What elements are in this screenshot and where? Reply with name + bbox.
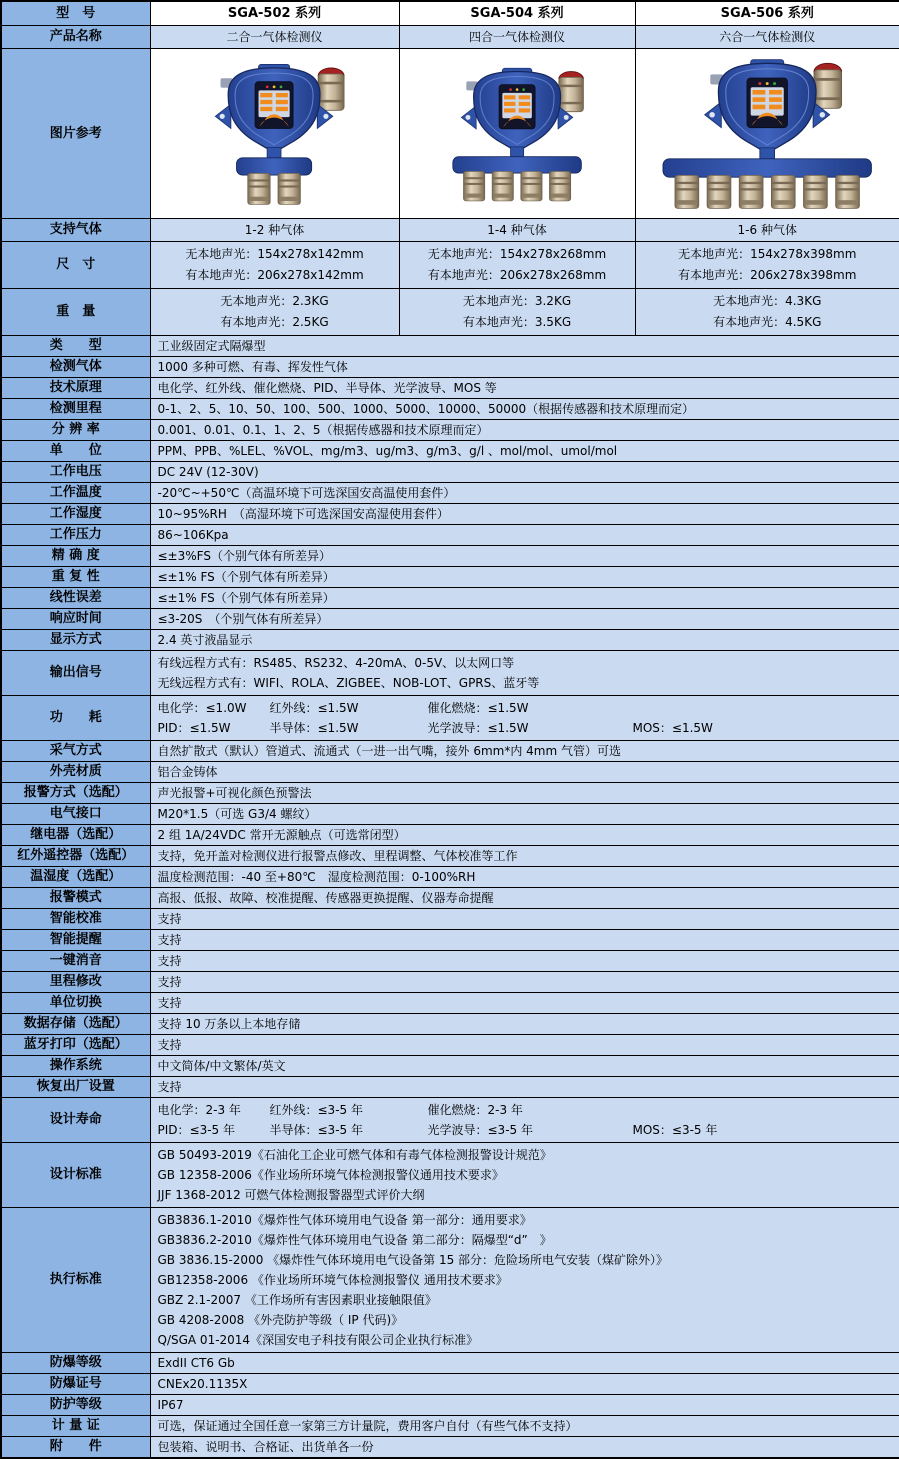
technology-line: 电化学、红外线、催化燃烧、PID、半导体、光学波导、MOS 等: [157, 381, 497, 395]
smart-calibration-value: [150, 909, 899, 930]
power-consumption-segment: PID：≤1.5W: [157, 721, 231, 735]
explosion-proof-grade-line: ExdII CT6 Gb: [157, 1356, 235, 1370]
smart-reminder-line: 支持: [157, 933, 182, 947]
row-unit-switching: [1, 993, 899, 1014]
alarm-method-value: [150, 783, 899, 804]
linearity-error-value: [150, 588, 899, 609]
design-standards-line: GB 12358-2006《作业场所环境气体检测报警仪通用技术要求》: [157, 1168, 504, 1182]
row-type: [1, 336, 899, 357]
technology-value: [150, 378, 899, 399]
power-consumption-segment: 催化燃烧：≤1.5W: [427, 701, 529, 715]
smart-reminder-value: [150, 930, 899, 951]
supported-gases-value-2: 1-6 种气体: [635, 219, 899, 242]
alarm-modes-value: [150, 888, 899, 909]
row-alarm-modes: [1, 888, 899, 909]
row-label-repeatability: 重 复 性: [1, 567, 150, 588]
design-standards-line: JJF 1368-2012 可燃气体检测报警器型式评价大纲: [157, 1188, 425, 1202]
design-life-segment: 催化燃烧：2-3 年: [427, 1103, 523, 1117]
row-label-accessories: 附 件: [1, 1437, 150, 1459]
row-label-alarm-modes: 报警模式: [1, 888, 150, 909]
row-label-executive-standards: 执行标准: [1, 1208, 150, 1353]
ir-remote-value: [150, 846, 899, 867]
row-working-humidity: [1, 504, 899, 525]
weight-value-0: [150, 289, 399, 336]
row-technology: [1, 378, 899, 399]
electrical-interface-line: M20*1.5（可选 G3/4 螺纹）: [157, 807, 317, 821]
row-label-sampling-method: 采气方式: [1, 741, 150, 762]
power-consumption-segment: MOS：≤1.5W: [632, 721, 713, 735]
row-range: [1, 399, 899, 420]
dimensions-line: 有本地声光：206x278x142mm: [185, 268, 364, 282]
row-alarm-method: [1, 783, 899, 804]
data-storage-value: [150, 1014, 899, 1035]
row-electrical-interface: [1, 804, 899, 825]
row-label-product-name: 产品名称: [1, 26, 150, 49]
output-signal-value: [150, 651, 899, 696]
working-voltage-line: DC 24V (12-30V): [157, 465, 259, 479]
row-label-display: 显示方式: [1, 630, 150, 651]
explosion-proof-cert-value: [150, 1374, 899, 1395]
working-temperature-line: -20℃~+50℃（高温环境下可选深国安高温使用套件）: [157, 486, 456, 500]
row-label-resolution: 分 辨 率: [1, 420, 150, 441]
row-explosion-proof-grade: [1, 1353, 899, 1374]
working-humidity-value: [150, 504, 899, 525]
row-power-consumption: [1, 696, 899, 741]
type-value: [150, 336, 899, 357]
model-series-2: SGA-506 系列: [635, 1, 899, 26]
repeatability-value: [150, 567, 899, 588]
design-life-segment: 红外线：≤3-5 年: [269, 1103, 363, 1117]
design-standards-value: [150, 1143, 899, 1208]
weight-line: 有本地声光：2.5KG: [220, 315, 329, 329]
sga-502-detector-image: [150, 49, 399, 219]
sampling-method-value: [150, 741, 899, 762]
bluetooth-printing-line: 支持: [157, 1038, 182, 1052]
supported-gases-value-1: 1-4 种气体: [399, 219, 635, 242]
executive-standards-line: GB 4208-2008 《外壳防护等级（ IP 代码)》: [157, 1313, 404, 1327]
row-label-operating-system: 操作系统: [1, 1056, 150, 1077]
working-temperature-value: [150, 483, 899, 504]
design-standards-line: GB 50493-2019《石油化工企业可燃气体和有毒气体检测报警设计规范》: [157, 1148, 552, 1162]
row-working-voltage: [1, 462, 899, 483]
row-design-standards: [1, 1143, 899, 1208]
bluetooth-printing-value: [150, 1035, 899, 1056]
row-label-detected-gases: 检测气体: [1, 357, 150, 378]
row-data-storage: [1, 1014, 899, 1035]
power-consumption-segment: 光学波导：≤1.5W: [427, 721, 529, 735]
row-label-design-standards: 设计标准: [1, 1143, 150, 1208]
row-label-supported-gases: 支持气体: [1, 219, 150, 242]
accuracy-line: ≤±3%FS（个别气体有所差异）: [157, 549, 331, 563]
weight-line: 无本地声光：2.3KG: [220, 294, 329, 308]
working-pressure-value: [150, 525, 899, 546]
design-life-segment: MOS：≤3-5 年: [632, 1123, 718, 1137]
row-label-one-key-mute: 一键消音: [1, 951, 150, 972]
row-label-working-voltage: 工作电压: [1, 462, 150, 483]
row-label-working-temperature: 工作温度: [1, 483, 150, 504]
dimensions-line: 有本地声光：206x278x268mm: [427, 268, 607, 282]
detected-gases-value: [150, 357, 899, 378]
power-consumption-segment: 电化学：≤1.0W: [157, 701, 247, 715]
row-label-smart-calibration: 智能校准: [1, 909, 150, 930]
design-life-segment: 电化学：2-3 年: [157, 1103, 241, 1117]
working-voltage-value: [150, 462, 899, 483]
sga-504-detector-image: [399, 49, 635, 219]
resolution-value: [150, 420, 899, 441]
row-label-electrical-interface: 电气接口: [1, 804, 150, 825]
row-label-ip-rating: 防护等级: [1, 1395, 150, 1416]
row-factory-reset: [1, 1077, 899, 1098]
row-response-time: [1, 609, 899, 630]
product-name-value-1: 四合一气体检测仪: [399, 26, 635, 49]
ip-rating-line: IP67: [157, 1398, 184, 1412]
metrology-cert-line: 可选，保证通过全国任意一家第三方计量院，费用客户自付（有些气体不支持）: [157, 1419, 578, 1433]
row-label-units: 单 位: [1, 441, 150, 462]
weight-line: 无本地声光：3.2KG: [462, 294, 572, 308]
row-label-metrology-cert: 计 量 证: [1, 1416, 150, 1437]
electrical-interface-value: [150, 804, 899, 825]
type-line: 工业级固定式隔爆型: [157, 339, 266, 353]
row-model: [1, 1, 899, 26]
row-label-explosion-proof-grade: 防爆等级: [1, 1353, 150, 1374]
power-consumption-segment: 红外线：≤1.5W: [269, 701, 359, 715]
unit-switching-line: 支持: [157, 996, 182, 1010]
supported-gases-value-0: 1-2 种气体: [150, 219, 399, 242]
row-temp-humidity: [1, 867, 899, 888]
spec-table-body: [1, 1, 899, 1458]
linearity-error-line: ≤±1% FS（个别气体有所差异）: [157, 591, 335, 605]
row-image-reference: [1, 49, 899, 219]
row-output-signal: [1, 651, 899, 696]
output-signal-line: 有线远程方式有：RS485、RS232、4-20mA、0-5V、以太网口等: [157, 656, 515, 670]
row-product-name: [1, 26, 899, 49]
row-repeatability: [1, 567, 899, 588]
sga-506-detector-image: [635, 49, 899, 219]
sampling-method-line: 自然扩散式（默认）管道式、流通式（一进一出气嘴，接外 6mm*内 4mm 气管）可选: [157, 744, 621, 758]
row-ir-remote: [1, 846, 899, 867]
row-label-range-modification: 里程修改: [1, 972, 150, 993]
design-life-value: [150, 1098, 899, 1143]
accessories-line: 包装箱、说明书、合格证、出货单各一份: [157, 1440, 374, 1454]
row-sampling-method: [1, 741, 899, 762]
weight-value-1: [399, 289, 635, 336]
design-life-line: [158, 1120, 896, 1140]
design-life-segment: PID：≤3-5 年: [157, 1123, 235, 1137]
repeatability-line: ≤±1% FS（个别气体有所差异）: [157, 570, 335, 584]
output-signal-line: 无线远程方式有：WIFI、ROLA、ZIGBEE、NOB-LOT、GPRS、蓝牙等: [157, 676, 540, 690]
executive-standards-line: GBZ 2.1-2007 《工作场所有害因素职业接触限值》: [157, 1293, 437, 1307]
dimensions-line: 无本地声光：154x278x142mm: [185, 247, 364, 261]
executive-standards-value: [150, 1208, 899, 1353]
dimensions-value-0: [150, 242, 399, 289]
row-linearity-error: [1, 588, 899, 609]
row-units: [1, 441, 899, 462]
resolution-line: 0.001、0.01、0.1、1、2、5（根据传感器和技术原理而定）: [157, 423, 489, 437]
executive-standards-line: GB3836.2-2010《爆炸性气体环境用电气设备 第二部分：隔爆型“d” 》: [157, 1233, 552, 1247]
model-series-0: SGA-502 系列: [150, 1, 399, 26]
row-weight: [1, 289, 899, 336]
executive-standards-line: GB3836.1-2010《爆炸性气体环境用电气设备 第一部分：通用要求》: [157, 1213, 532, 1227]
response-time-line: ≤3-20S （个别气体有所差异）: [157, 612, 329, 626]
one-key-mute-line: 支持: [157, 954, 182, 968]
row-label-type: 类 型: [1, 336, 150, 357]
accuracy-value: [150, 546, 899, 567]
row-label-bluetooth-printing: 蓝牙打印（选配）: [1, 1035, 150, 1056]
weight-line: 有本地声光：4.5KG: [713, 315, 822, 329]
units-value: [150, 441, 899, 462]
working-pressure-line: 86~106Kpa: [157, 528, 229, 542]
dimensions-line: 有本地声光：206x278x398mm: [678, 268, 857, 282]
data-storage-line: 支持 10 万条以上本地存储: [157, 1017, 301, 1031]
row-label-model: 型 号: [1, 1, 150, 26]
row-label-range: 检测里程: [1, 399, 150, 420]
range-line: 0-1、2、5、10、50、100、500、1000、5000、10000、50000（根据传感器和技术原理而定）: [157, 402, 695, 416]
row-metrology-cert: [1, 1416, 899, 1437]
power-consumption-segment: 半导体：≤1.5W: [269, 721, 359, 735]
design-life-segment: 半导体：≤3-5 年: [269, 1123, 363, 1137]
accessories-value: [150, 1437, 899, 1459]
row-label-smart-reminder: 智能提醒: [1, 930, 150, 951]
weight-value-2: [635, 289, 899, 336]
row-label-unit-switching: 单位切换: [1, 993, 150, 1014]
row-design-life: [1, 1098, 899, 1143]
row-supported-gases: [1, 219, 899, 242]
row-label-design-life: 设计寿命: [1, 1098, 150, 1143]
operating-system-line: 中文简体/中文繁体/英文: [157, 1059, 286, 1073]
relay-line: 2 组 1A/24VDC 常开无源触点（可选常闭型）: [157, 828, 406, 842]
power-consumption-line: [158, 698, 896, 718]
design-life-line: [158, 1100, 896, 1120]
row-label-accuracy: 精 确 度: [1, 546, 150, 567]
units-line: PPM、PPB、%LEL、%VOL、mg/m3、ug/m3、g/m3、g/l 、mol/mol、umol/mol: [157, 444, 618, 458]
metrology-cert-value: [150, 1416, 899, 1437]
smart-calibration-line: 支持: [157, 912, 182, 926]
row-label-image-reference: 图片参考: [1, 49, 150, 219]
row-label-dimensions: 尺 寸: [1, 242, 150, 289]
dimensions-value-1: [399, 242, 635, 289]
row-label-relay: 继电器（选配）: [1, 825, 150, 846]
factory-reset-value: [150, 1077, 899, 1098]
executive-standards-line: GB 3836.15-2000 《爆炸性气体环境用电气设备第 15 部分：危险场所电气安装（煤矿除外）》: [157, 1253, 669, 1267]
row-display: [1, 630, 899, 651]
detected-gases-line: 1000 多种可燃、有毒、挥发性气体: [157, 360, 348, 374]
housing-material-value: [150, 762, 899, 783]
model-series-1: SGA-504 系列: [399, 1, 635, 26]
design-life-segment: 光学波导：≤3-5 年: [427, 1123, 533, 1137]
row-label-ir-remote: 红外遥控器（选配）: [1, 846, 150, 867]
row-working-pressure: [1, 525, 899, 546]
power-consumption-value: [150, 696, 899, 741]
row-accessories: [1, 1437, 899, 1459]
row-ip-rating: [1, 1395, 899, 1416]
one-key-mute-value: [150, 951, 899, 972]
row-housing-material: [1, 762, 899, 783]
row-smart-calibration: [1, 909, 899, 930]
explosion-proof-grade-value: [150, 1353, 899, 1374]
row-label-housing-material: 外壳材质: [1, 762, 150, 783]
temp-humidity-value: [150, 867, 899, 888]
row-relay: [1, 825, 899, 846]
alarm-modes-line: 高报、低报、故障、校准提醒、传感器更换提醒、仪器寿命提醒: [157, 891, 494, 905]
row-label-weight: 重 量: [1, 289, 150, 336]
row-label-power-consumption: 功 耗: [1, 696, 150, 741]
row-label-explosion-proof-cert: 防爆证号: [1, 1374, 150, 1395]
row-label-response-time: 响应时间: [1, 609, 150, 630]
unit-switching-value: [150, 993, 899, 1014]
power-consumption-line: [158, 718, 896, 738]
row-label-output-signal: 输出信号: [1, 651, 150, 696]
dimensions-line: 无本地声光：154x278x268mm: [427, 247, 607, 261]
temp-humidity-line: 温度检测范围：-40 至+80℃ 湿度检测范围：0-100%RH: [157, 870, 476, 884]
row-one-key-mute: [1, 951, 899, 972]
range-modification-value: [150, 972, 899, 993]
weight-line: 无本地声光：4.3KG: [713, 294, 822, 308]
alarm-method-line: 声光报警+可视化颜色预警法: [157, 786, 312, 800]
response-time-value: [150, 609, 899, 630]
explosion-proof-cert-line: CNEx20.1135X: [157, 1377, 248, 1391]
dimensions-value-2: [635, 242, 899, 289]
housing-material-line: 铝合金铸体: [157, 765, 218, 779]
ir-remote-line: 支持，免开盖对检测仪进行报警点修改、里程调整、气体校准等工作: [157, 849, 518, 863]
row-operating-system: [1, 1056, 899, 1077]
operating-system-value: [150, 1056, 899, 1077]
row-explosion-proof-cert: [1, 1374, 899, 1395]
row-label-temp-humidity: 温湿度（选配）: [1, 867, 150, 888]
range-value: [150, 399, 899, 420]
executive-standards-line: Q/SGA 01-2014《深国安电子科技有限公司企业执行标准》: [157, 1333, 479, 1347]
row-smart-reminder: [1, 930, 899, 951]
relay-value: [150, 825, 899, 846]
row-label-factory-reset: 恢复出厂设置: [1, 1077, 150, 1098]
row-label-working-humidity: 工作湿度: [1, 504, 150, 525]
display-line: 2.4 英寸液晶显示: [157, 633, 253, 647]
range-modification-line: 支持: [157, 975, 182, 989]
row-label-working-pressure: 工作压力: [1, 525, 150, 546]
row-label-linearity-error: 线性误差: [1, 588, 150, 609]
row-bluetooth-printing: [1, 1035, 899, 1056]
row-label-technology: 技术原理: [1, 378, 150, 399]
row-resolution: [1, 420, 899, 441]
row-accuracy: [1, 546, 899, 567]
row-dimensions: [1, 242, 899, 289]
row-label-data-storage: 数据存储（选配）: [1, 1014, 150, 1035]
working-humidity-line: 10~95%RH （高湿环境下可选深国安高湿使用套件）: [157, 507, 449, 521]
ip-rating-value: [150, 1395, 899, 1416]
executive-standards-line: GB12358-2006 《作业场所环境气体检测报警仪 通用技术要求》: [157, 1273, 508, 1287]
display-value: [150, 630, 899, 651]
dimensions-line: 无本地声光：154x278x398mm: [678, 247, 857, 261]
row-working-temperature: [1, 483, 899, 504]
row-range-modification: [1, 972, 899, 993]
product-name-value-2: 六合一气体检测仪: [635, 26, 899, 49]
row-detected-gases: [1, 357, 899, 378]
row-label-alarm-method: 报警方式（选配）: [1, 783, 150, 804]
row-executive-standards: [1, 1208, 899, 1353]
product-name-value-0: 二合一气体检测仪: [150, 26, 399, 49]
factory-reset-line: 支持: [157, 1080, 182, 1094]
weight-line: 有本地声光：3.5KG: [462, 315, 572, 329]
